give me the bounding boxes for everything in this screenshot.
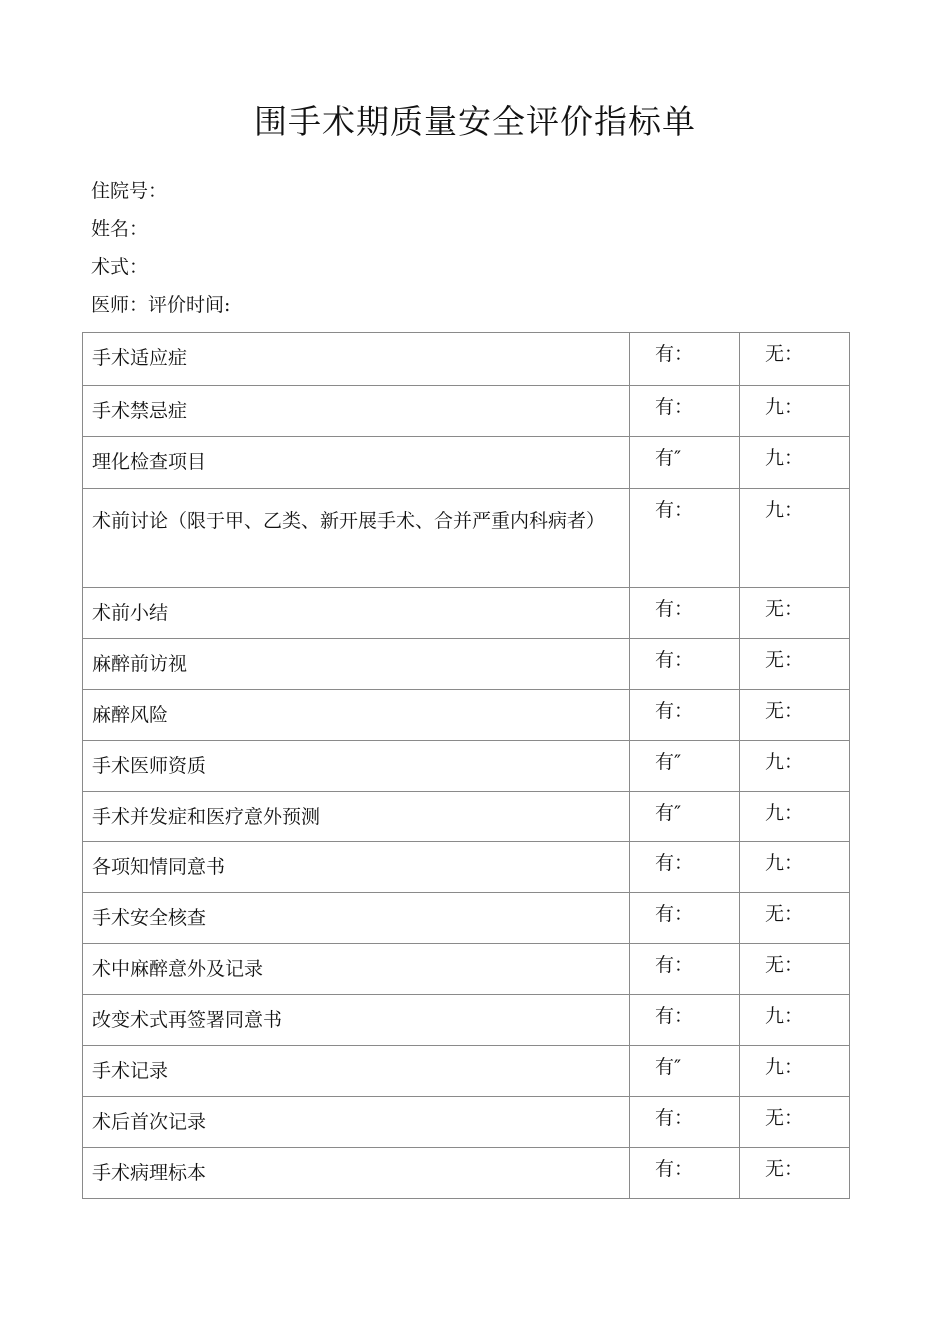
indicator-label: 手术病理标本	[92, 1162, 207, 1184]
indicator-label: 术中麻醉意外及记录	[92, 958, 264, 980]
indicator-label: 麻醉前访视	[92, 653, 188, 675]
no-option: 九：	[765, 802, 804, 824]
table-row	[83, 1097, 850, 1148]
no-option: 九：	[765, 852, 804, 874]
yes-option: 有″	[655, 447, 682, 469]
table-row	[83, 1046, 850, 1097]
table-row	[83, 333, 850, 386]
table-row	[83, 741, 850, 792]
procedure-label: 术式：	[91, 256, 149, 278]
no-option: 九：	[765, 1005, 804, 1027]
no-option: 无：	[765, 954, 804, 976]
yes-option: 有：	[655, 954, 694, 976]
no-option: 九：	[765, 396, 804, 418]
no-option: 无：	[765, 343, 804, 365]
yes-option: 有：	[655, 649, 694, 671]
yes-option: 有：	[655, 598, 694, 620]
yes-option: 有：	[655, 499, 694, 521]
yes-option: 有″	[655, 802, 682, 824]
no-option: 无：	[765, 1158, 804, 1180]
yes-option: 有：	[655, 903, 694, 925]
no-option: 九：	[765, 499, 804, 521]
indicator-label: 手术安全核查	[92, 907, 207, 929]
yes-option: 有：	[655, 1005, 694, 1027]
indicator-label: 改变术式再签署同意书	[92, 1009, 283, 1031]
table-row	[83, 893, 850, 944]
yes-option: 有″	[655, 1056, 682, 1078]
evaluation-table	[82, 332, 850, 1199]
yes-option: 有：	[655, 396, 694, 418]
no-option: 九：	[765, 447, 804, 469]
name-label: 姓名：	[91, 218, 149, 240]
indicator-label: 各项知情同意书	[92, 856, 226, 878]
admission-number-label: 住院号：	[91, 180, 168, 202]
indicator-label: 麻醉风险	[92, 704, 169, 726]
page-title: 围手术期质量安全评价指标单	[254, 102, 696, 141]
yes-option: 有：	[655, 700, 694, 722]
yes-option: 有：	[655, 1107, 694, 1129]
yes-option: 有″	[655, 751, 682, 773]
table-row	[83, 588, 850, 639]
indicator-label: 手术记录	[92, 1060, 169, 1082]
no-option: 九：	[765, 751, 804, 773]
indicator-label: 术前讨论（限于甲、乙类、新开展手术、合并严重内科病者）	[92, 510, 606, 532]
indicator-label: 手术禁忌症	[92, 400, 188, 422]
no-option: 无：	[765, 1107, 804, 1129]
yes-option: 有：	[655, 852, 694, 874]
doctor-evaluation-time-label: 医师：评价时间:	[91, 294, 231, 316]
indicator-label: 手术适应症	[92, 347, 188, 369]
no-option: 九：	[765, 1056, 804, 1078]
table-row	[83, 1148, 850, 1199]
table-row	[83, 639, 850, 690]
no-option: 无：	[765, 903, 804, 925]
table-row	[83, 944, 850, 995]
no-option: 无：	[765, 700, 804, 722]
indicator-label: 术后首次记录	[92, 1111, 207, 1133]
indicator-label: 手术医师资质	[92, 755, 207, 777]
no-option: 无：	[765, 649, 804, 671]
table-row	[83, 842, 850, 893]
table-row	[83, 437, 850, 489]
table-row	[83, 386, 850, 437]
yes-option: 有：	[655, 343, 694, 365]
table-row	[83, 792, 850, 842]
yes-option: 有：	[655, 1158, 694, 1180]
indicator-label: 术前小结	[92, 602, 169, 624]
table-row	[83, 690, 850, 741]
indicator-label: 理化检查项目	[92, 451, 207, 473]
indicator-label: 手术并发症和医疗意外预测	[92, 806, 321, 828]
no-option: 无：	[765, 598, 804, 620]
table-row	[83, 489, 850, 588]
table-row	[83, 995, 850, 1046]
